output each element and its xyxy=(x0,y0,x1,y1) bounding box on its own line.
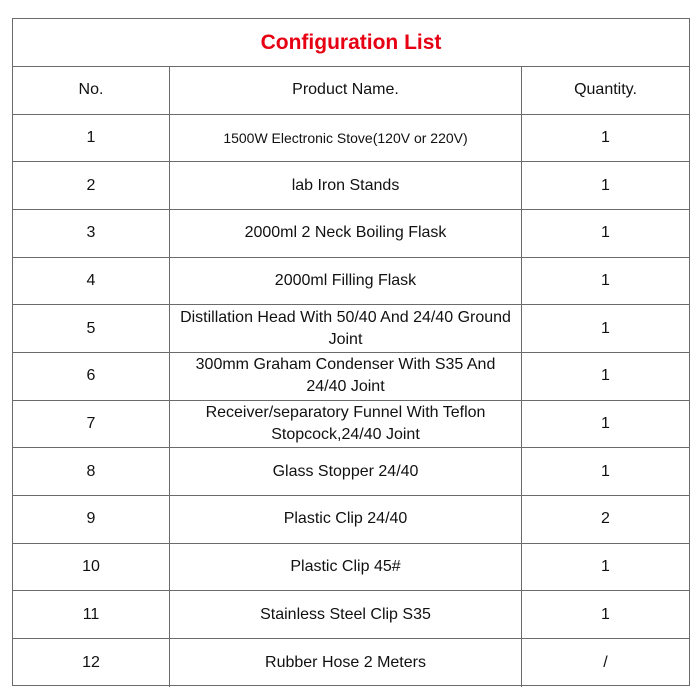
table-row xyxy=(13,162,689,210)
row-quantity: 2 xyxy=(601,510,610,528)
table-row xyxy=(13,115,689,163)
table-row xyxy=(13,544,689,592)
row-no: 11 xyxy=(13,591,170,638)
table-row xyxy=(13,639,689,687)
table-row xyxy=(13,258,689,306)
row-quantity: 1 xyxy=(601,224,610,242)
header-row xyxy=(13,67,689,115)
row-no: 10 xyxy=(13,544,170,591)
row-product-name: 2000ml 2 Neck Boiling Flask xyxy=(170,210,522,257)
table-row xyxy=(13,496,689,544)
row-product-name: 2000ml Filling Flask xyxy=(170,258,522,305)
row-quantity: 1 xyxy=(601,367,610,385)
row-product-name: Rubber Hose 2 Meters xyxy=(170,639,522,687)
table-row xyxy=(13,591,689,639)
table-row xyxy=(13,353,689,401)
header-quantity: Quantity. xyxy=(574,81,637,99)
row-quantity: / xyxy=(603,653,608,671)
row-product-name: 300mm Graham Condenser With S35 And 24/40 Joint xyxy=(170,353,522,400)
row-quantity: 1 xyxy=(601,176,610,194)
table-row xyxy=(13,210,689,258)
row-quantity: 1 xyxy=(601,557,610,575)
row-no: 2 xyxy=(13,162,170,209)
row-product-name: Distillation Head With 50/40 And 24/40 Ground Joint xyxy=(170,305,522,352)
row-no: 4 xyxy=(13,258,170,305)
row-product-name: lab Iron Stands xyxy=(170,162,522,209)
table-row xyxy=(13,401,689,449)
row-no: 3 xyxy=(13,210,170,257)
row-quantity: 1 xyxy=(601,271,610,289)
table-title: Configuration List xyxy=(13,19,689,67)
row-quantity: 1 xyxy=(601,319,610,337)
row-product-name: Stainless Steel Clip S35 xyxy=(170,591,522,638)
row-product-name: Receiver/separatory Funnel With Teflon Stopcock,24/40 Joint xyxy=(170,401,522,448)
table-row xyxy=(13,448,689,496)
row-product-name: Plastic Clip 45# xyxy=(170,544,522,591)
row-quantity: 1 xyxy=(601,462,610,480)
row-no: 7 xyxy=(13,401,170,448)
row-no: 9 xyxy=(13,496,170,543)
row-quantity: 1 xyxy=(601,605,610,623)
header-no: No. xyxy=(13,67,170,114)
configuration-table xyxy=(12,18,690,686)
row-quantity: 1 xyxy=(601,414,610,432)
row-product-name: Plastic Clip 24/40 xyxy=(170,496,522,543)
header-product-name: Product Name. xyxy=(170,67,522,114)
row-quantity: 1 xyxy=(601,128,610,146)
row-no: 8 xyxy=(13,448,170,495)
row-no: 12 xyxy=(13,639,170,687)
row-product-name: Glass Stopper 24/40 xyxy=(170,448,522,495)
row-no: 6 xyxy=(13,353,170,400)
table-row xyxy=(13,305,689,353)
row-no: 5 xyxy=(13,305,170,352)
row-no: 1 xyxy=(13,115,170,162)
row-product-name: 1500W Electronic Stove(120V or 220V) xyxy=(170,115,522,162)
